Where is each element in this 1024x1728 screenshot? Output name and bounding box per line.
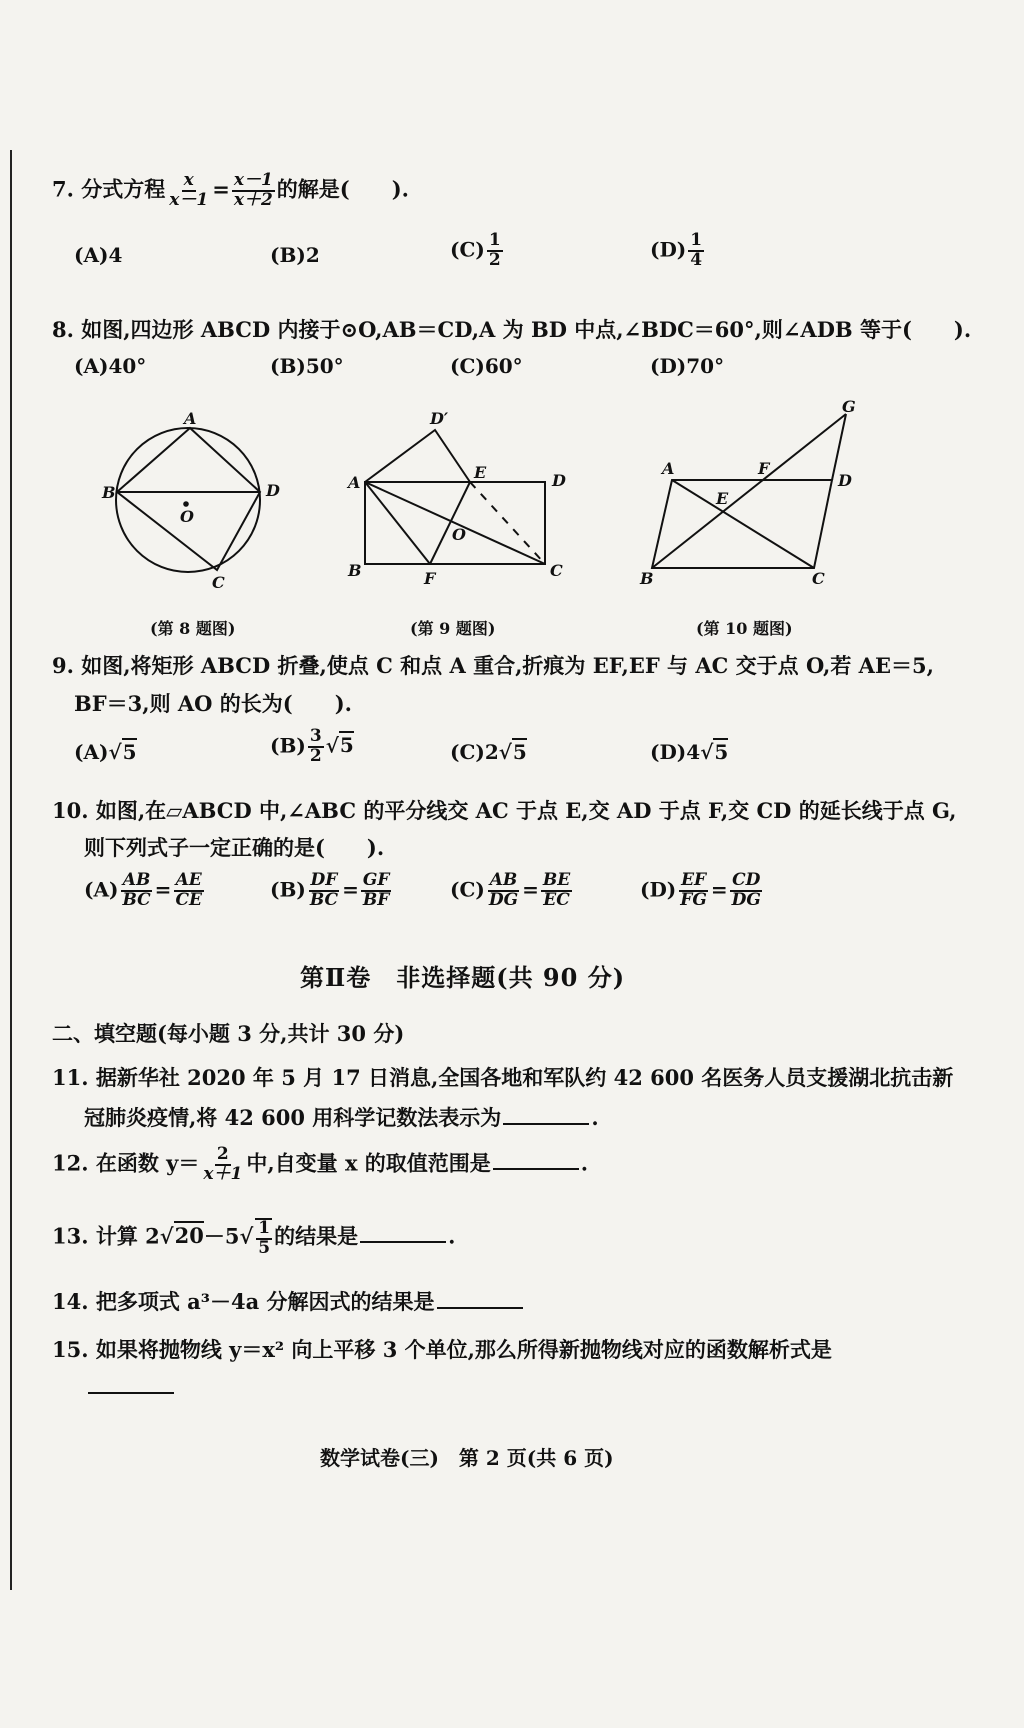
fig8-caption: (第 8 题图) — [150, 619, 236, 638]
question-14: 14. 把多项式 a³－4a 分解因式的结果是 — [52, 1286, 525, 1316]
fig9-label-b: B — [348, 561, 362, 580]
q9-option-a: (A)√5 — [74, 740, 137, 764]
fig8-circle — [116, 428, 260, 572]
q7-rhs-fraction: $\frac{x-1}{x+2}$ — [233, 170, 273, 210]
q9-option-d: (D)4√5 — [650, 740, 729, 764]
fig9-crease-ef — [430, 482, 470, 564]
q7-option-d: (D) $\frac{1}{4}$ — [650, 230, 703, 270]
q9-option-b: (B) $\frac{3}{2}$ √5 — [270, 726, 354, 766]
fig8-center-dot — [184, 502, 188, 506]
fig10-label-f: F — [758, 459, 770, 478]
q10-option-a: (A) $\frac{AB}{BC}$ = $\frac{AE}{CE}$ — [84, 870, 202, 910]
q7-prefix: 分式方程 — [81, 176, 166, 202]
fig9-label-a: A — [348, 473, 361, 492]
fig8-label-b: B — [102, 483, 116, 502]
question-9-line-2: BF＝3,则 AO 的长为( ). — [74, 691, 352, 716]
q13-answer-blank[interactable] — [360, 1240, 446, 1243]
q7-option-b: (B)2 — [270, 243, 320, 267]
fig9-label-d: D — [552, 471, 566, 490]
fig10-label-c: C — [812, 569, 825, 588]
fig8-label-d: D — [266, 481, 280, 500]
fig9-folded-edge — [365, 430, 470, 482]
question-10-line-2: 则下列式子一定正确的是( ). — [84, 835, 385, 860]
figures-row — [90, 400, 950, 600]
q8-option-d: (D)70° — [650, 354, 725, 378]
question-11-line-1: 11. 据新华社 2020 年 5 月 17 日消息,全国各地和军队约 42 600 名医务人员支援湖北抗击新 — [52, 1065, 954, 1090]
figure-10-diagram — [652, 414, 846, 568]
fig10-diagonal-ac — [672, 480, 814, 568]
page-footer: 数学试卷(三) 第 2 页(共 6 页) — [320, 1446, 614, 1470]
fig10-caption: (第 10 题图) — [696, 619, 793, 638]
margin-line — [10, 150, 12, 1590]
section-2-title: 第Ⅱ卷 非选择题(共 90 分) — [300, 963, 626, 992]
fig10-label-g: G — [842, 400, 856, 416]
fig9-caption: (第 9 题图) — [410, 619, 496, 638]
q15-answer-blank[interactable] — [88, 1392, 174, 1394]
fig9-dashed-ec — [470, 482, 545, 564]
fig10-label-e: E — [716, 489, 729, 508]
fig8-label-a: A — [184, 409, 197, 428]
fig8-label-c: C — [212, 573, 225, 592]
q8-option-b: (B)50° — [270, 354, 344, 378]
q7-number: 7. — [52, 176, 74, 202]
figure-8-diagram — [116, 428, 260, 572]
q12-answer-blank[interactable] — [493, 1167, 579, 1170]
q10-option-b: (B) $\frac{DF}{BC}$ = $\frac{GF}{BF}$ — [270, 870, 390, 910]
fig10-bisector-bg — [652, 414, 846, 568]
q14-answer-blank[interactable] — [437, 1306, 523, 1309]
q8-option-c: (C)60° — [450, 354, 523, 378]
fig9-label-dprime: D′ — [430, 409, 449, 428]
q10-option-d: (D) $\frac{EF}{FG}$ = $\frac{CD}{DG}$ — [640, 870, 761, 910]
q7-suffix: 的解是( ). — [276, 176, 409, 202]
q8-option-a: (A)40° — [74, 354, 147, 378]
q7-option-a: (A)4 — [74, 243, 123, 267]
question-9-line-1: 9. 如图,将矩形 ABCD 折叠,使点 C 和点 A 重合,折痕为 EF,EF 与 AC 交于点 O,若 AE＝5, — [52, 653, 934, 678]
fill-in-heading: 二、填空题(每小题 3 分,共计 30 分) — [52, 1021, 405, 1046]
fig10-label-b: B — [640, 569, 654, 588]
fig9-label-f: F — [424, 569, 436, 588]
q9-option-c: (C)2√5 — [450, 740, 527, 764]
fig8-label-o: O — [180, 507, 194, 526]
question-10-line-1: 10. 如图,在▱ABCD 中,∠ABC 的平分线交 AC 于点 E,交 AD 于点 F,交 CD 的延长线于点 G, — [52, 798, 957, 823]
q11-answer-blank[interactable] — [503, 1122, 589, 1125]
question-8: 8. 如图,四边形 ABCD 内接于⊙O,AB＝CD,A 为 BD 中点,∠BDC＝60°,则∠ADB 等于( ). — [52, 317, 972, 342]
question-15: 15. 如果将抛物线 y＝x² 向上平移 3 个单位,那么所得新抛物线对应的函数解析式是 — [52, 1337, 832, 1362]
q7-lhs-fraction: $\frac{x}{x-1}$ — [169, 170, 209, 210]
fig9-segment-af — [365, 482, 430, 564]
question-7: 7. 分式方程 $\frac{x}{x-1}$ = $\frac{x-1}{x+2}$ 的解是( ). — [52, 170, 409, 210]
fig9-diagonal-ac — [365, 482, 545, 564]
fig9-label-c: C — [550, 561, 563, 580]
q7-option-c: (C) $\frac{1}{2}$ — [450, 230, 501, 270]
fig9-label-o: O — [452, 525, 466, 544]
fig10-label-d: D — [838, 471, 852, 490]
question-13: 13. 计算 2√20－5√ $\frac{1}{5}$ 的结果是 . — [52, 1218, 456, 1258]
q10-option-c: (C) $\frac{AB}{DG}$ = $\frac{BE}{EC}$ — [450, 870, 571, 910]
question-12: 12. 在函数 y＝ $\frac{2}{x+1}$ 中,自变量 x 的取值范围是 . — [52, 1144, 589, 1184]
question-11-line-2: 冠肺炎疫情,将 42 600 用科学记数法表示为 . — [84, 1105, 599, 1130]
fig10-label-a: A — [662, 459, 675, 478]
fig9-label-e: E — [474, 463, 487, 482]
